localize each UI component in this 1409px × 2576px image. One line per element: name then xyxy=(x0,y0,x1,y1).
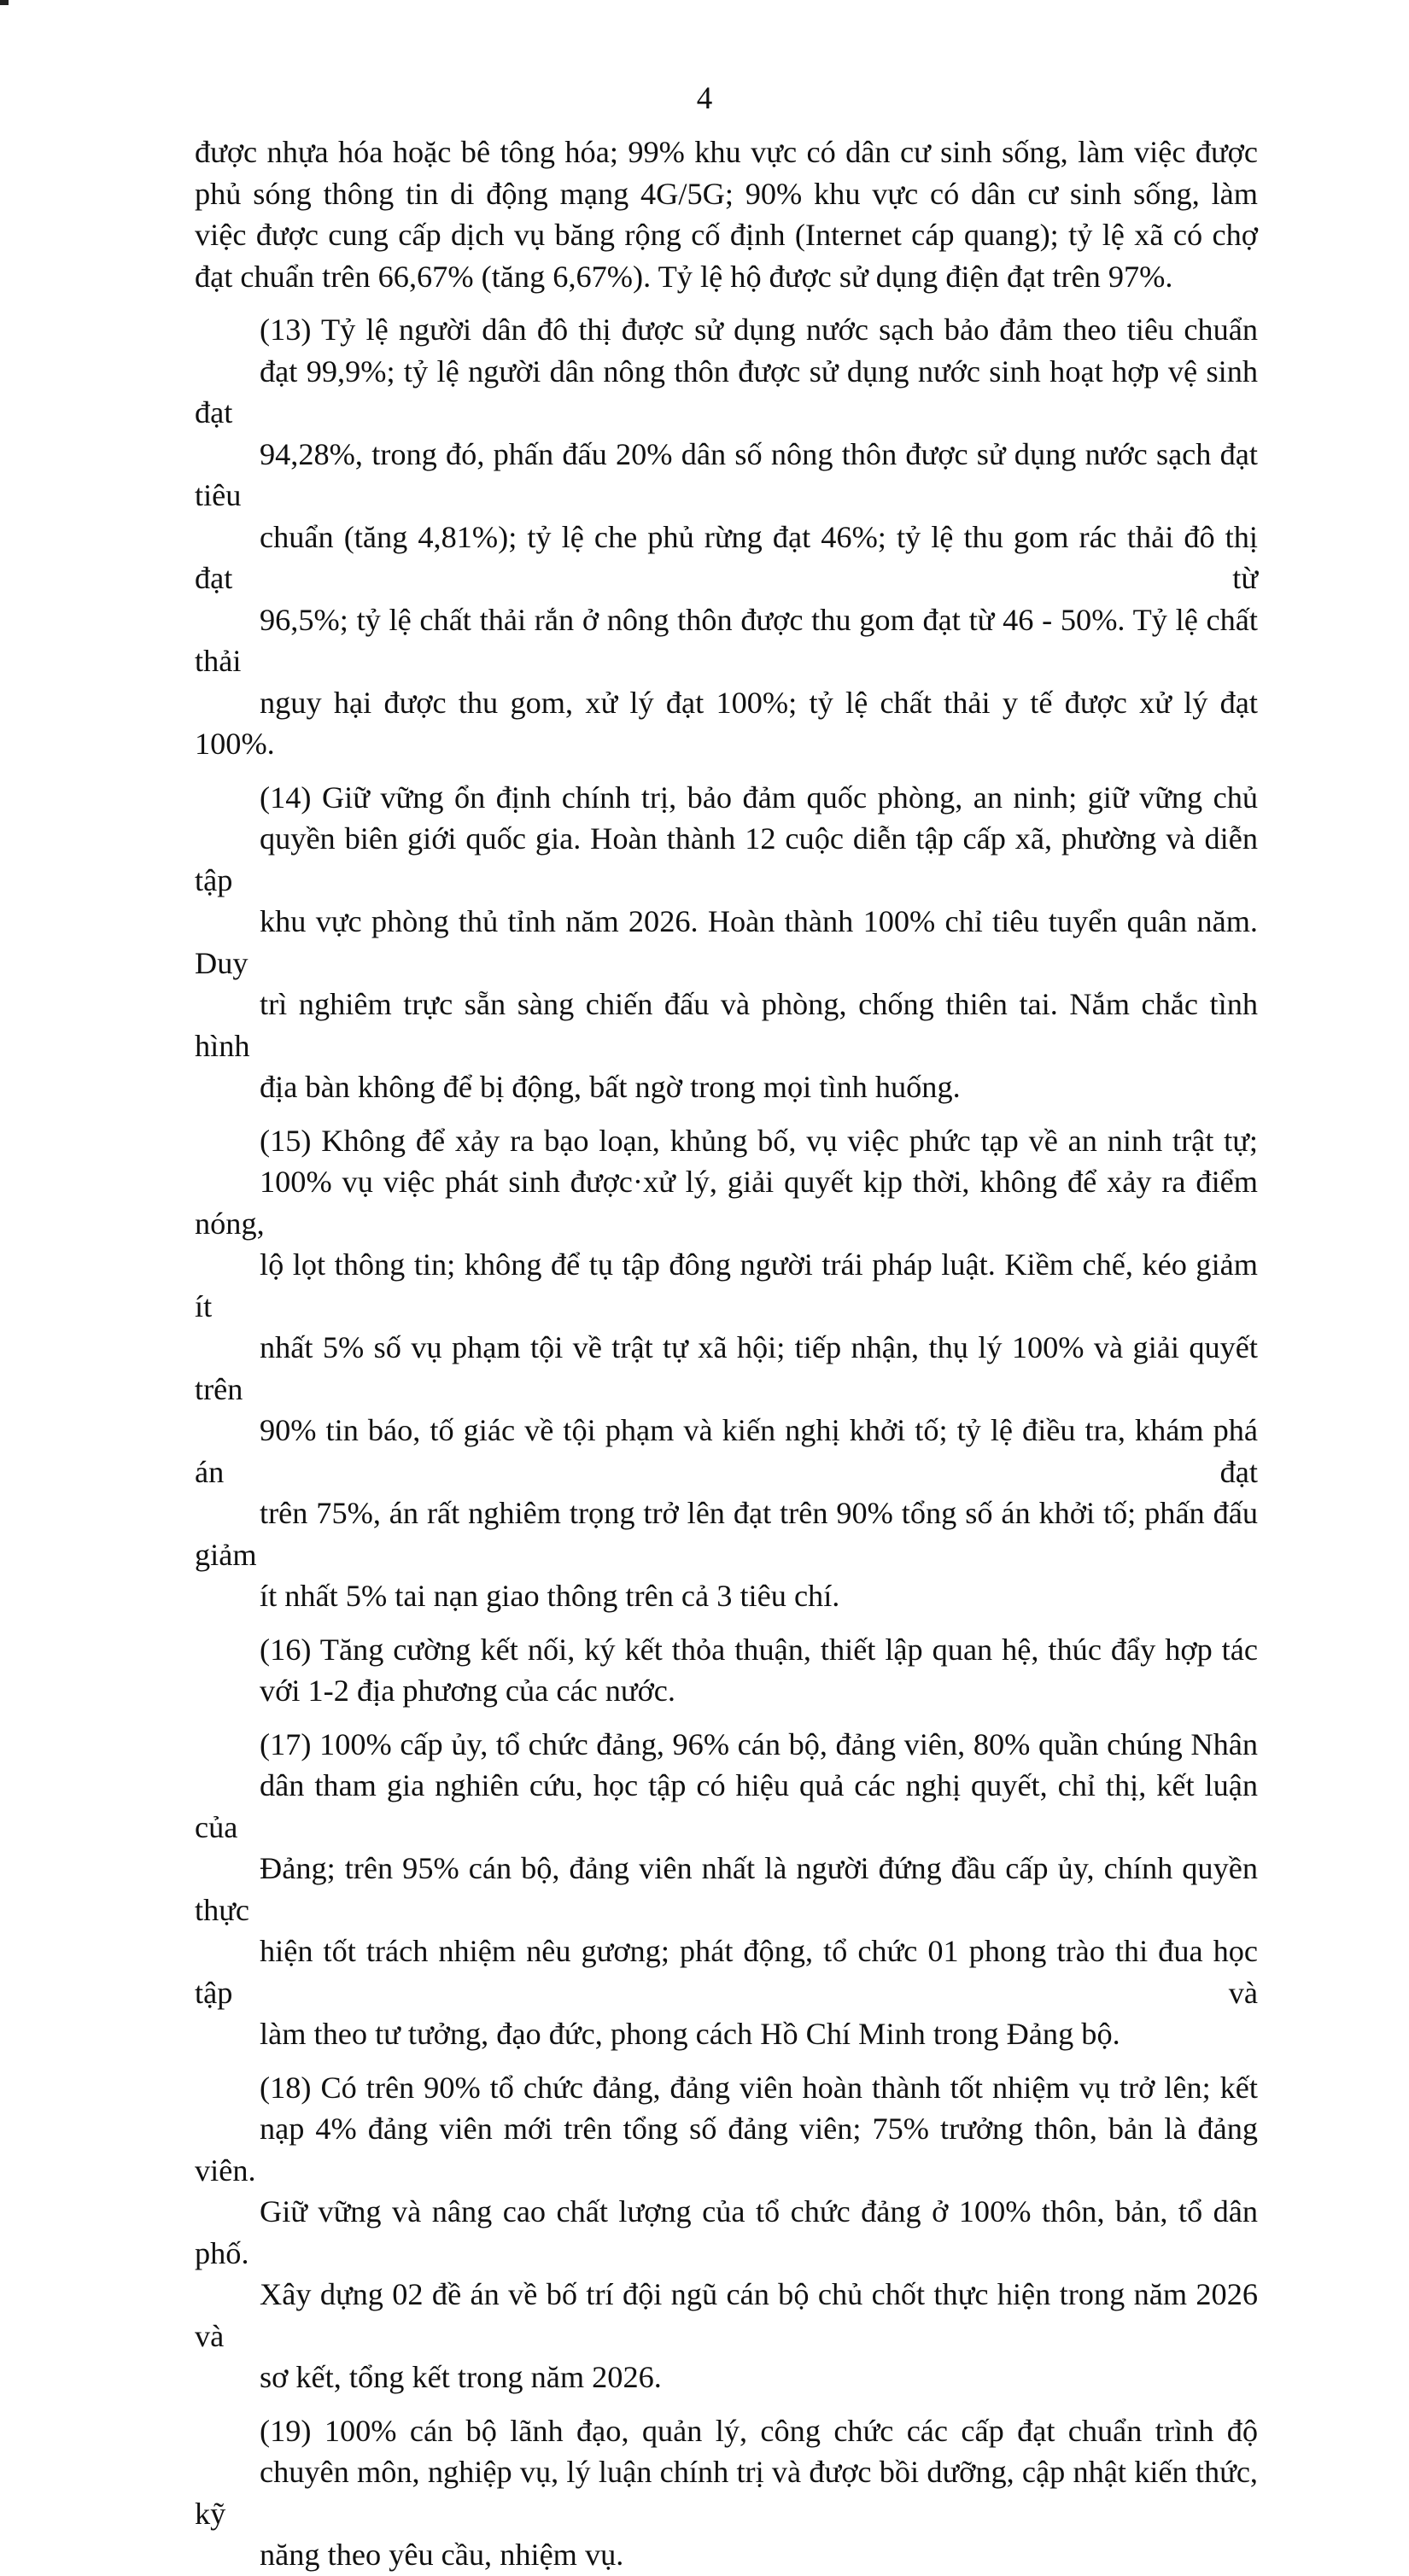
text-line: Giữ vững và nâng cao chất lượng của tổ chức đảng ở 100% thôn, bản, tổ dân phố. xyxy=(195,2194,1258,2270)
text-line: sơ kết, tổng kết trong năm 2026. xyxy=(260,2360,662,2394)
text-line: Xây dựng 02 đề án về bố trí đội ngũ cán bộ chủ chốt thực hiện trong năm 2026 và xyxy=(195,2277,1258,2353)
text-line: quyền biên giới quốc gia. Hoàn thành 12 cuộc diễn tập cấp xã, phường và diễn tập xyxy=(195,821,1258,897)
text-line: 100% vụ việc phát sinh được·xử lý, giải quyết kịp thời, không để xảy ra điểm nóng, xyxy=(195,1165,1258,1241)
text-line: với 1-2 địa phương của các nước. xyxy=(260,1674,675,1708)
text-line: làm theo tư tưởng, đạo đức, phong cách Hồ Chí Minh trong Đảng bộ. xyxy=(260,2017,1120,2051)
text-line: (17) 100% cấp ủy, tổ chức đảng, 96% cán bộ, đảng viên, 80% quần chúng Nhân xyxy=(260,1726,1258,1761)
text-line: lộ lọt thông tin; không để tụ tập đông người trái pháp luật. Kiềm chế, kéo giảm ít xyxy=(195,1247,1258,1323)
paragraph-p-16 xyxy=(195,1629,1258,1712)
paragraph-p-continued xyxy=(195,131,1258,297)
text-line: dân tham gia nghiên cứu, học tập có hiệu quả các nghị quyết, chỉ thị, kết luận của xyxy=(195,1768,1258,1844)
paragraph-p-18 xyxy=(195,2067,1258,2398)
paragraph-p-19 xyxy=(195,2410,1258,2576)
text-line: chuyên môn, nghiệp vụ, lý luận chính trị và được bồi dưỡng, cập nhật kiến thức, kỹ xyxy=(195,2455,1258,2531)
text-line: khu vực phòng thủ tỉnh năm 2026. Hoàn thành 100% chỉ tiêu tuyển quân năm. Duy xyxy=(195,904,1258,980)
text-line: việc được cung cấp dịch vụ băng rộng cố định (Internet cáp quang); tỷ lệ xã có chợ xyxy=(195,218,1258,252)
paragraph-p-15 xyxy=(195,1120,1258,1617)
text-line: (19) 100% cán bộ lãnh đạo, quản lý, công chức các cấp đạt chuẩn trình độ xyxy=(260,2413,1258,2448)
text-line: được nhựa hóa hoặc bê tông hóa; 99% khu vực có dân cư sinh sống, làm việc được xyxy=(195,135,1258,169)
text-line: (14) Giữ vững ổn định chính trị, bảo đảm quốc phòng, an ninh; giữ vững chủ xyxy=(260,780,1258,815)
scan-corner-mark xyxy=(0,0,9,5)
text-line: trên 75%, án rất nghiêm trọng trở lên đạt trên 90% tổng số án khởi tố; phấn đấu giảm xyxy=(195,1496,1258,1572)
document-body xyxy=(195,131,1258,2576)
text-line: (18) Có trên 90% tổ chức đảng, đảng viên hoàn thành tốt nhiệm vụ trở lên; kết xyxy=(260,2070,1258,2105)
text-line: (13) Tỷ lệ người dân đô thị được sử dụng nước sạch bảo đảm theo tiêu chuẩn xyxy=(260,313,1258,347)
paragraph-p-13 xyxy=(195,309,1258,765)
text-line: 96,5%; tỷ lệ chất thải rắn ở nông thôn được thu gom đạt từ 46 - 50%. Tỷ lệ chất thải xyxy=(195,602,1258,678)
text-line: 90% tin báo, tố giác về tội phạm và kiến nghị khởi tố; tỷ lệ điều tra, khám phá án đạt xyxy=(195,1413,1258,1489)
text-line: chuẩn (tăng 4,81%); tỷ lệ che phủ rừng đạt 46%; tỷ lệ thu gom rác thải đô thị đạt từ xyxy=(195,519,1258,595)
text-line: Đảng; trên 95% cán bộ, đảng viên nhất là người đứng đầu cấp ủy, chính quyền thực xyxy=(195,1851,1258,1927)
text-line: năng theo yêu cầu, nhiệm vụ. xyxy=(260,2538,624,2572)
text-line: địa bàn không để bị động, bất ngờ trong mọi tình huống. xyxy=(260,1070,961,1104)
text-line: ít nhất 5% tai nạn giao thông trên cả 3 tiêu chí. xyxy=(260,1579,840,1613)
text-line: nguy hại được thu gom, xử lý đạt 100%; tỷ lệ chất thải y tế được xử lý đạt 100%. xyxy=(195,685,1258,761)
paragraph-p-17 xyxy=(195,1724,1258,2055)
text-line: (15) Không để xảy ra bạo loạn, khủng bố, vụ việc phức tạp về an ninh trật tự; xyxy=(260,1123,1258,1158)
page-number: 4 xyxy=(696,81,713,116)
text-line: nhất 5% số vụ phạm tội về trật tự xã hội; tiếp nhận, thụ lý 100% và giải quyết trên xyxy=(195,1330,1258,1406)
text-line: đạt 99,9%; tỷ lệ người dân nông thôn được sử dụng nước sinh hoạt hợp vệ sinh đạt xyxy=(195,353,1258,429)
text-line: đạt chuẩn trên 66,67% (tăng 6,67%). Tỷ lệ hộ được sử dụng điện đạt trên 97%. xyxy=(195,259,1173,294)
text-line: hiện tốt trách nhiệm nêu gương; phát động, tổ chức 01 phong trào thi đua học tập và xyxy=(195,1934,1258,2010)
text-line: phủ sóng thông tin di động mạng 4G/5G; 90% khu vực có dân cư sinh sống, làm xyxy=(195,176,1258,211)
text-line: 94,28%, trong đó, phấn đấu 20% dân số nông thôn được sử dụng nước sạch đạt tiêu xyxy=(195,436,1258,512)
text-line: nạp 4% đảng viên mới trên tổng số đảng viên; 75% trưởng thôn, bản là đảng viên. xyxy=(195,2112,1258,2188)
text-line: trì nghiêm trực sẵn sàng chiến đấu và phòng, chống thiên tai. Nắm chắc tình hình xyxy=(195,987,1258,1063)
paragraph-p-14 xyxy=(195,777,1258,1108)
text-line: (16) Tăng cường kết nối, ký kết thỏa thuận, thiết lập quan hệ, thúc đẩy hợp tác xyxy=(260,1632,1258,1667)
